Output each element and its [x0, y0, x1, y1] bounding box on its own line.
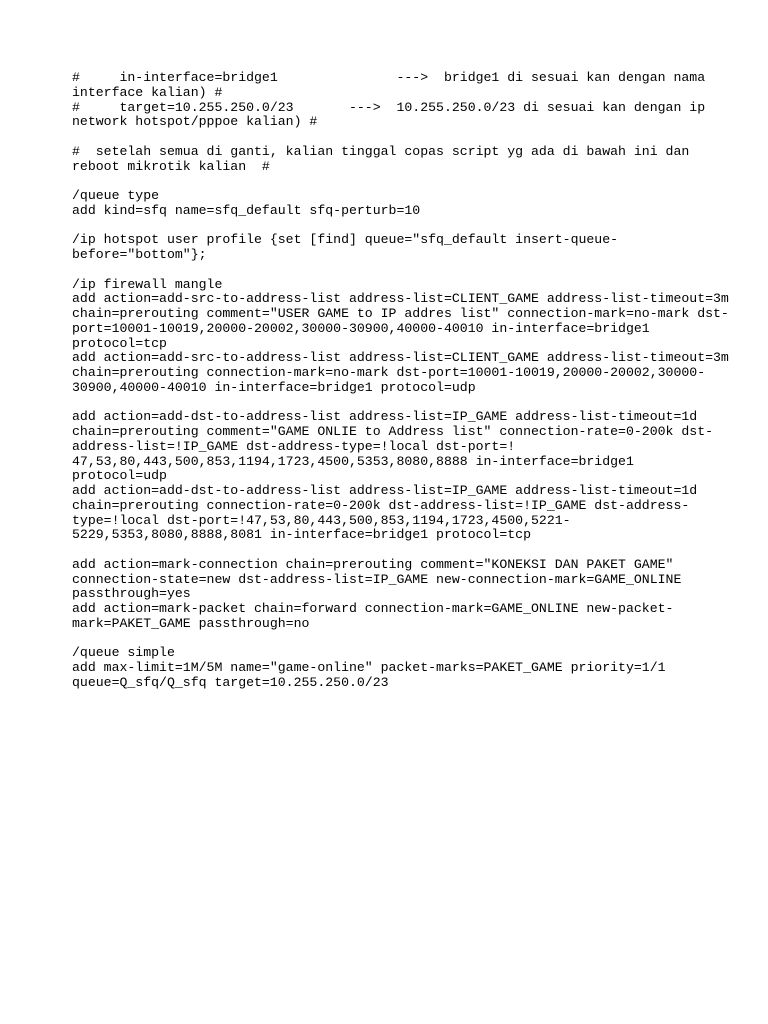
text-line: # target=10.255.250.0/23 ---> 10.255.250.0/23 di sesuai kan dengan ip [72, 99, 706, 115]
text-line: 5229,5353,8080,8888,8081 in-interface=bridge1 protocol=tcp [72, 527, 531, 543]
text-line: connection-state=new dst-address-list=IP_GAME new-connection-mark=GAME_ONLINE [72, 571, 682, 587]
firewall-mangle-section [72, 278, 752, 396]
text-line: address-list=!IP_GAME dst-address-type=!local dst-port=! [72, 438, 516, 454]
paragraph-gap [72, 396, 752, 411]
paragraph-gap [72, 632, 752, 647]
text-line: network hotspot/pppoe kalian) # [72, 114, 318, 130]
queue-simple-section [72, 646, 752, 690]
text-line: type=!local dst-port=!47,53,80,443,500,853,1194,1723,4500,5221- [72, 512, 571, 528]
paragraph-gap [72, 130, 752, 145]
mark-connection-section [72, 558, 752, 632]
text-line: before="bottom"}; [72, 247, 207, 262]
text-line: chain=prerouting comment="GAME ONLIE to Address list" connection-rate=0-200k dst- [72, 424, 714, 439]
text-line: protocol=udp [72, 468, 167, 484]
header-comments [72, 71, 752, 130]
dst-address-list-section [72, 410, 752, 543]
text-line: # setelah semua di ganti, kalian tinggal copas script yg ada di bawah ini dan [72, 143, 690, 159]
text-line: 47,53,80,443,500,853,1194,1723,4500,5353,8080,8888 in-interface=bridge1 [72, 453, 634, 469]
text-line: add action=add-dst-to-address-list address-list=IP_GAME address-list-timeout=1d [72, 483, 698, 498]
text-line: passthrough=yes [72, 586, 191, 602]
text-line: add action=add-src-to-address-list address-list=CLIENT_GAME address-list-timeout=3m [72, 291, 729, 307]
text-line: port=10001-10019,20000-20002,30000-30900,40000-40010 in-interface=bridge1 [72, 320, 650, 336]
text-line: /ip hotspot user profile {set [find] queue="sfq_default insert-queue- [72, 232, 619, 248]
text-line: add action=add-dst-to-address-list address-list=IP_GAME address-list-timeout=1d [72, 409, 698, 425]
paragraph-gap [72, 263, 752, 278]
text-line: add action=mark-connection chain=prerouting comment="KONEKSI DAN PAKET GAME" [72, 556, 674, 572]
text-line: /queue type [72, 188, 160, 203]
instructions-comment [72, 145, 752, 175]
text-line: chain=prerouting connection-rate=0-200k dst-address-list=!IP_GAME dst-address- [72, 497, 690, 513]
text-line: add max-limit=1M/5M name="game-online" packet-marks=PAKET_GAME priority=1/1 [72, 660, 666, 675]
text-line: /queue simple [72, 645, 175, 661]
text-line: chain=prerouting comment="USER GAME to IP addres list" connection-mark=no-mark dst- [72, 306, 729, 321]
text-line: reboot mikrotik kalian # [72, 158, 270, 174]
paragraph-gap [72, 219, 752, 234]
text-line: chain=prerouting connection-mark=no-mark dst-port=10001-10019,20000-20002,30000- [72, 365, 706, 380]
text-line: queue=Q_sfq/Q_sfq target=10.255.250.0/23 [72, 674, 389, 690]
paragraph-gap [72, 174, 752, 189]
paragraph-gap [72, 543, 752, 558]
text-line: mark=PAKET_GAME passthrough=no [72, 615, 310, 631]
text-line: protocol=tcp [72, 335, 167, 351]
text-line: add action=add-src-to-address-list address-list=CLIENT_GAME address-list-timeout=3m [72, 350, 729, 366]
text-line: /ip firewall mangle [72, 276, 223, 292]
hotspot-profile-section [72, 233, 752, 263]
text-line: add action=mark-packet chain=forward connection-mark=GAME_ONLINE new-packet- [72, 601, 674, 616]
text-line: 30900,40000-40010 in-interface=bridge1 protocol=udp [72, 379, 476, 395]
queue-type-section [72, 189, 752, 219]
text-line: add kind=sfq name=sfq_default sfq-perturb=10 [72, 202, 421, 218]
text-line: interface kalian) # [72, 84, 223, 100]
document-page [72, 71, 752, 691]
text-line: # in-interface=bridge1 ---> bridge1 di sesuai kan dengan nama [72, 70, 706, 85]
